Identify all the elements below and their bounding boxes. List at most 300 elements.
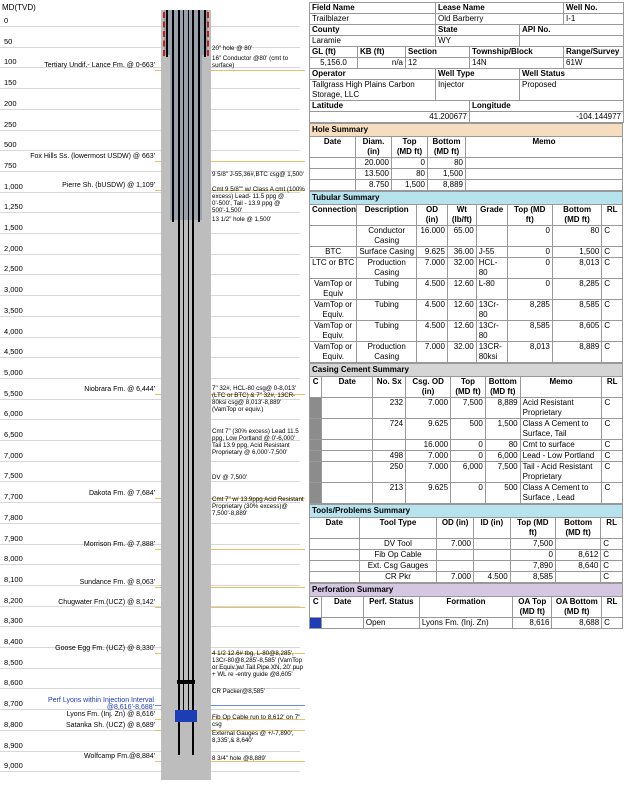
table-cell [310,158,356,169]
table-cell [310,398,322,419]
depth-label: 7,500 [4,471,23,481]
table-cell: Class A Cement to Surface , Lead [520,483,602,504]
table-row [310,618,623,629]
table-cell: 16.000 [406,440,451,451]
column-header: RL [601,518,623,539]
depth-label: 7,800 [4,512,23,522]
table-cell [310,561,360,572]
column-header: Memo [466,137,623,158]
column-header: OA Top (MD ft) [513,597,552,618]
column-header: Csg. OD (in) [406,377,451,398]
table-cell: C [601,550,623,561]
depth-gridline [0,109,300,110]
table-cell [322,451,373,462]
table-row [310,258,623,279]
column-header: Diam. (in) [356,137,392,158]
latitude-label: Latitude [310,101,470,112]
well-no-value: I-1 [564,14,624,25]
depth-label: 6,000 [4,409,23,419]
table-cell: BTC [310,247,357,258]
township-value: 14N [470,58,564,69]
formation-top-label: Dakota Fm. @ 7,684' [88,490,155,497]
well-status-value: Proposed [520,80,624,101]
table-cell: 8,640 [555,561,600,572]
table-cell: 0 [510,550,555,561]
perforation-summary-title: Perforation Summary [310,584,623,597]
column-header: Date [322,377,373,398]
table-cell: VamTop or Equiv. [310,342,357,363]
table-cell [310,572,360,583]
column-header: Date [322,597,363,618]
table-cell [473,550,510,561]
depth-gridline [0,150,300,151]
depth-label: 8,000 [4,554,23,564]
table-cell: 7,890 [510,561,555,572]
table-row [310,300,623,321]
cement-summary-title: Casing Cement Summary [310,364,623,377]
depth-label: 1,500 [4,223,23,232]
table-cell: C [602,279,623,300]
table-row [310,169,623,180]
column-header: Date [310,518,360,539]
depth-label: 3,500 [4,305,23,315]
formation-top-label: Fox Hills Ss. (lowermost USDW) @ 663' [30,153,155,160]
range-label: Range/Survey [564,47,624,58]
column-header: No. Sx [373,377,406,398]
depth-label: 8,200 [4,595,23,605]
column-header: RL [602,597,623,618]
table-cell: 65.00 [447,226,476,247]
table-cell: 7,500 [485,462,520,483]
table-cell: 1,500 [428,169,466,180]
table-cell: C [602,483,623,504]
hole-summary-table [309,123,623,191]
depth-gridline [0,771,300,772]
table-cell [322,440,373,451]
table-cell: 80 [485,440,520,451]
wellbore-note: 7" 32#, HCL-80 csg@ 0-8,013' (LTC or BTC) & 7" 32#, 13CR-80ksi csg@ 8,013'-8,889' (VamTop or equiv.) [212,385,296,413]
table-cell [466,180,623,191]
wellbore-pipe-shape [177,680,195,684]
depth-label: 8,800 [4,719,23,729]
column-header: Bottom (MD ft) [552,205,601,226]
header-table [309,2,624,123]
well-data-panel [309,2,623,629]
formation-top-label: Tertiary Undif.- Lance Fm. @ 0-663' [44,62,155,69]
wellbore-note: Cmt 9 5/8"" w/ Class A cmt (100% excess) Lead- 11.5 ppg @ 0'-500', Tail - 13.9 ppg @ 500'-1,500' [212,186,305,214]
well-no-label: Well No. [564,3,624,14]
table-row [310,321,623,342]
table-row [310,550,623,561]
table-cell: 8,688 [552,618,602,629]
table-row [310,539,623,550]
table-cell [310,462,322,483]
table-cell: 0 [507,279,552,300]
section-label: Section [406,47,470,58]
operator-value: Tallgrass High Plains Carbon Storage, LLC [310,80,436,101]
township-label: Township/Block [470,47,564,58]
table-cell: 7.000 [437,572,474,583]
table-cell: 13Cr-80 [476,321,507,342]
county-label: County [310,25,436,36]
table-cell: Tubing [357,279,417,300]
kb-value: n/a [358,58,406,69]
depth-gridline [0,378,300,379]
table-cell: Lead - Low Portland [520,451,602,462]
table-row [310,398,623,419]
depth-gridline [0,254,300,255]
wellbore-note: 16" Conductor @80' (cmt to surface) [212,55,289,69]
depth-label: 1,250 [4,202,23,212]
column-header: OD (in) [437,518,474,539]
wellbore-pipe-shape [166,10,168,57]
table-cell: 1,500 [392,180,428,191]
table-cell: 8,585 [507,321,552,342]
wellbore-pipe-shape [183,10,184,720]
column-header: RL [602,205,623,226]
table-cell: 4.500 [473,572,510,583]
depth-label: 7,700 [4,492,23,502]
depth-gridline [0,337,300,338]
table-cell: 250 [373,462,406,483]
table-cell: 7.000 [406,398,451,419]
gl-label: GL (ft) [310,47,358,58]
table-cell: 8,585 [510,572,555,583]
table-cell [437,561,474,572]
depth-gridline [0,274,300,275]
depth-label: 250 [4,119,17,129]
depth-label: 7,900 [4,533,23,543]
table-cell [310,539,360,550]
table-cell: Ext. Csg Gauges [359,561,437,572]
table-cell [322,419,373,440]
wellbore-pipe-shape [178,10,180,755]
table-row [310,158,623,169]
table-cell: C [602,462,623,483]
wellbore-note: 9 5/8" J-55,36#,BTC csg@ 1,500' [212,171,304,178]
table-cell [466,169,623,180]
table-cell [310,550,360,561]
table-row [310,572,623,583]
table-cell: Tubing [357,300,417,321]
table-cell: 500 [485,483,520,504]
table-cell [476,226,507,247]
table-cell: Fib Op Cable [359,550,437,561]
table-cell: 7.000 [406,451,451,462]
table-cell: 4.500 [417,300,448,321]
depth-label: 8,600 [4,678,23,688]
table-row [310,483,623,504]
table-cell [310,419,322,440]
table-row [310,440,623,451]
depth-label: 8,100 [4,574,23,584]
table-cell [555,572,600,583]
depth-gridline [0,316,300,317]
table-cell: Acid Resistant Proprietary [520,398,602,419]
depth-label: 3,000 [4,285,23,295]
section-value: 12 [406,58,470,69]
table-cell: 8,285 [507,300,552,321]
depth-label: 2,500 [4,264,23,274]
wellbore-note: External Gauges @ +/-7,890', 8,335',& 8,640' [212,730,294,744]
range-value: 61W [564,58,624,69]
table-row [310,180,623,191]
wellbore-pipe-shape [198,10,200,222]
wellbore-note: Cmt 7" w/ 13.9ppg Acid Resistant Proprietary (30% excess)@ 7,500'-8,889' [212,496,304,517]
table-cell: 8.750 [356,180,392,191]
table-cell: C [602,258,623,279]
formation-top-label: Goose Egg Fm. (UCZ) @ 8,330' [55,645,155,652]
table-cell: L-80 [476,279,507,300]
depth-gridline [0,626,300,627]
table-cell: 500 [451,419,486,440]
table-cell [373,440,406,451]
wellbore-note: DV @ 7,500' [212,474,247,481]
depth-label: 1,000 [4,181,23,191]
table-cell: 8,285 [552,279,601,300]
state-value: WY [436,36,520,47]
table-cell [310,483,322,504]
column-header: Top (MD ft) [392,137,428,158]
formation-top-label: Satanka Sh. (UCZ) @ 8,689' [66,722,155,729]
column-header: C [310,597,322,618]
table-cell: 32.00 [447,342,476,363]
wellbore-note: Fib Op Cable run to 8,612' on 7" csg [212,714,301,728]
table-row [310,226,623,247]
wellbore-pipe-shape [188,10,189,720]
table-cell: 80 [392,169,428,180]
table-cell: 8,889 [428,180,466,191]
depth-gridline [0,751,300,752]
table-cell: 12.60 [447,321,476,342]
table-cell: 0 [392,158,428,169]
state-label: State [436,25,520,36]
table-cell: CR Pkr [359,572,437,583]
table-cell: 498 [373,451,406,462]
cement-summary-header-row [310,377,623,398]
table-cell: Production Casing [357,258,417,279]
column-header: Perf. Status [363,597,419,618]
depth-gridline [0,130,300,131]
table-cell: 13CR-80ksi [476,342,507,363]
hole-summary-header-row [310,137,623,158]
depth-gridline [0,564,300,565]
tubular-summary-title: Tubular Summary [310,192,623,205]
gl-value: 5,156.0 [310,58,358,69]
wellbore-diagram-panel [0,0,305,785]
column-header: OA Bottom (MD ft) [552,597,602,618]
depth-label: 5,500 [4,388,23,398]
table-cell: C [602,451,623,462]
field-name-value: Trailblazer [310,14,436,25]
table-cell: 20.000 [356,158,392,169]
table-cell: C [602,618,623,629]
table-row [310,342,623,363]
depth-gridline [0,461,300,462]
table-cell: 7.000 [417,342,448,363]
api-value [520,36,624,47]
table-cell [322,398,373,419]
depth-label: 9,000 [4,761,23,771]
table-cell: C [602,321,623,342]
table-cell: 0 [451,451,486,462]
column-header: Bottom (MD ft) [485,377,520,398]
table-cell: 0 [451,483,486,504]
tools-summary-table [309,504,623,583]
table-cell: 13.500 [356,169,392,180]
table-cell: C [602,226,623,247]
column-header: Description [357,205,417,226]
column-header: Memo [520,377,602,398]
depth-label: 200 [4,98,17,108]
table-cell: 8,013 [507,342,552,363]
column-header: OD (in) [417,205,448,226]
formation-top-label: Morrison Fm. @ 7,888' [83,541,155,548]
table-cell: 7.000 [417,258,448,279]
table-cell: 9.625 [417,247,448,258]
table-cell [322,483,373,504]
field-name-label: Field Name [310,3,436,14]
table-row [310,279,623,300]
column-header: Wt (lb/ft) [447,205,476,226]
column-header: Bottom (MD ft) [555,518,600,539]
table-cell: DV Tool [359,539,437,550]
depth-gridline [0,88,300,89]
table-cell [322,618,363,629]
table-cell: 8,605 [552,321,601,342]
lease-name-label: Lease Name [436,3,564,14]
perforation-summary-table [309,583,623,629]
depth-label: 8,700 [4,699,23,709]
table-cell [310,180,356,191]
table-cell: 8,013 [552,258,601,279]
depth-label: 6,500 [4,430,23,439]
operator-label: Operator [310,69,436,80]
table-cell [310,226,357,247]
depth-label: 500 [4,140,17,150]
table-cell: 8,889 [485,398,520,419]
table-cell: 32.00 [447,258,476,279]
table-cell: 0 [507,226,552,247]
table-cell [473,539,510,550]
table-cell: 8,616 [513,618,552,629]
table-row [310,419,623,440]
lease-name-value: Old Barberry [436,14,564,25]
table-cell [310,440,322,451]
table-cell: C [602,342,623,363]
table-cell: 0 [451,440,486,451]
table-cell: Tubing [357,321,417,342]
table-cell: Conductor Casing [357,226,417,247]
table-cell: Cmt to surface [520,440,602,451]
column-header: Connection [310,205,357,226]
table-cell: 13Cr-80 [476,300,507,321]
column-header: Top (MD ft) [451,377,486,398]
tools-summary-title: Tools/Problems Summary [310,505,623,518]
wellbore-note: 13 1/2" hole @ 1,500' [212,216,272,223]
tools-summary-header-row [310,518,623,539]
table-cell: C [602,419,623,440]
table-cell: 9.625 [406,483,451,504]
table-row [310,462,623,483]
depth-label: 2,000 [4,243,23,253]
county-value: Laramie [310,36,436,47]
table-cell: 9.625 [406,419,451,440]
depth-gridline [0,26,300,27]
column-header: Top (MD ft) [507,205,552,226]
table-cell: 7,500 [451,398,486,419]
depth-label: 4,000 [4,326,23,336]
tubular-summary-header-row [310,205,623,226]
tubular-summary-table [309,191,623,363]
wellbore-note: 4 1/2 12.6# tbg, L-80@8,285', 13Cr-80@8,285'-8,585' (VamTop or Equiv.)w/ Tail Pipe XN, 20' pup + WL re -entry guide @8,605' [212,650,304,678]
table-cell: Lyons Fm. (Inj. Zn) [419,618,512,629]
table-cell: 0 [507,258,552,279]
depth-label: 5,000 [4,367,23,377]
well-status-label: Well Status [520,69,624,80]
table-cell: LTC or BTC [310,258,357,279]
column-header: Formation [419,597,512,618]
depth-label: 8,300 [4,616,23,626]
column-header: Top (MD ft) [510,518,555,539]
table-cell: Class A Cement to Surface, Tail [520,419,602,440]
table-cell [473,561,510,572]
kb-label: KB (ft) [358,47,406,58]
well-type-label: Well Type [436,69,520,80]
depth-label: 50 [4,36,13,46]
table-cell: 8,889 [552,342,601,363]
table-cell: 16.000 [417,226,448,247]
perf-summary-header-row [310,597,623,618]
table-cell: 7,500 [510,539,555,550]
formation-top-label: Pierre Sh. (bUSDW) @ 1,109' [62,182,155,189]
table-cell: 12.60 [447,300,476,321]
table-cell: C [602,247,623,258]
depth-gridline [0,523,300,524]
formation-top-label: Wolfcamp Fm.@8,884' [84,753,155,760]
table-cell: Production Casing [357,342,417,363]
formation-top-label: Chugwater Fm.(UCZ) @ 8,142' [58,599,155,606]
table-cell: 1,500 [552,247,601,258]
table-cell: C [602,440,623,451]
column-header: RL [602,377,623,398]
table-cell: 4.500 [417,279,448,300]
table-cell: VamTop or Equiv [310,279,357,300]
table-cell: 232 [373,398,406,419]
table-cell: VamTop or Equiv. [310,300,357,321]
wellbore-note: 20" hole @ 80' [212,45,253,52]
table-cell: 80 [552,226,601,247]
well-type-value: Injector [436,80,520,101]
table-cell: C [601,572,623,583]
depth-label: 0 [4,16,9,25]
table-cell: 8,585 [552,300,601,321]
table-cell: 724 [373,419,406,440]
formation-top-label: Perf Lyons within Injection Interval @8,616'-8,688' [48,697,154,711]
wellbore-pipe-shape [192,10,194,755]
wellbore-note: Cmt 7" (30% excess) Lead 11.5 ppg, Low Portland @ 0'-6,000' Tail 13.9 ppg, Acid Resistant Proprietary @ 6,000'-7,500' [212,428,299,456]
column-header: C [310,377,322,398]
depth-gridline [0,295,300,296]
table-cell [310,169,356,180]
depth-label: 8,900 [4,740,23,750]
table-cell [322,462,373,483]
table-cell: 213 [373,483,406,504]
formation-top-label: Lyons Fm. (Inj. Zn) @ 8,616' [66,711,155,718]
wellbore-note: CR Packer@8,585' [212,688,265,695]
depth-label: 8,400 [4,637,23,646]
table-cell: 1,500 [485,419,520,440]
